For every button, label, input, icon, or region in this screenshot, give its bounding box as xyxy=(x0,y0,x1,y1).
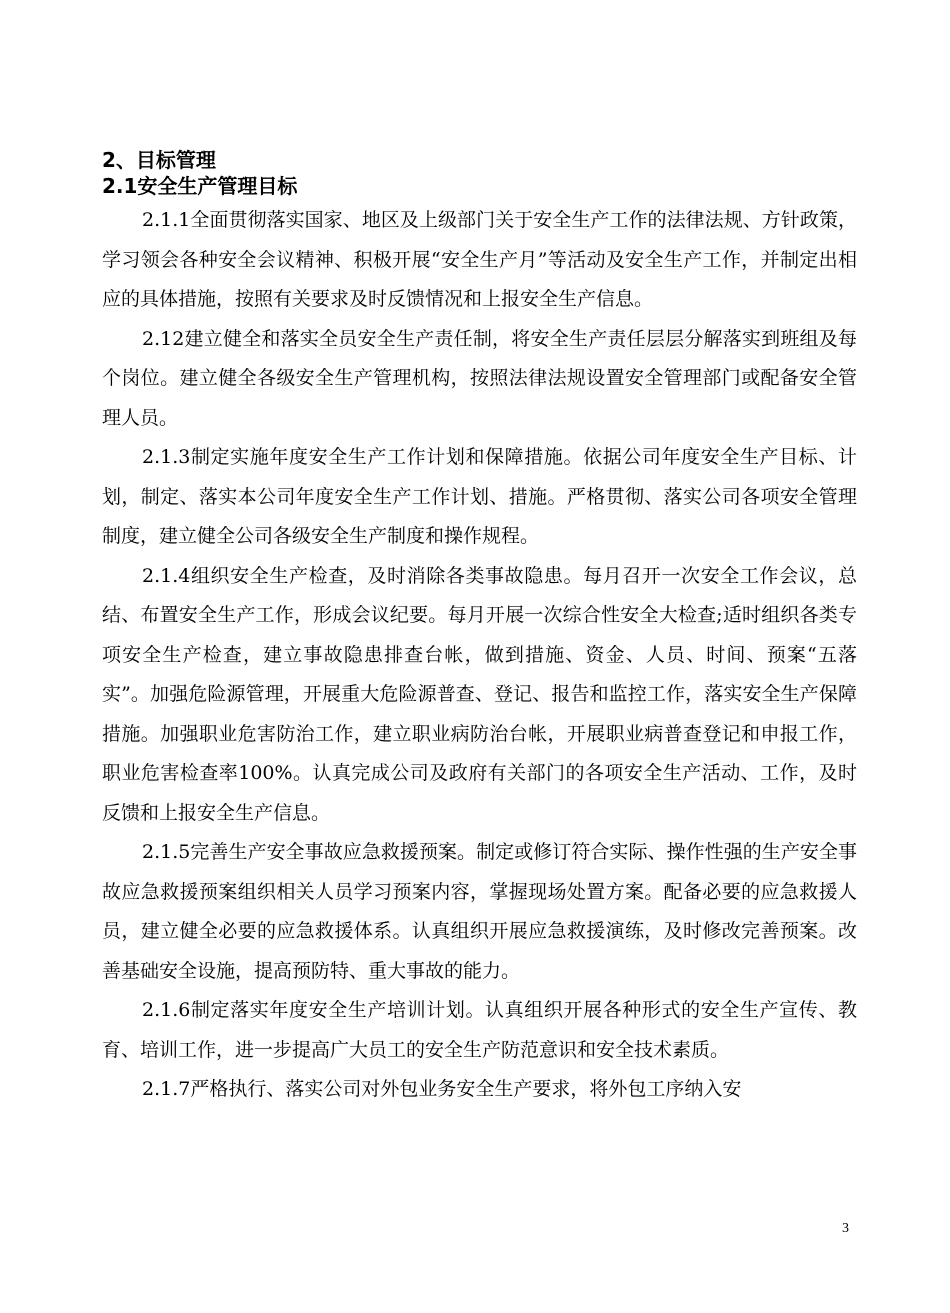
page-number: 3 xyxy=(842,1221,849,1236)
section-heading: 2、目标管理 xyxy=(102,148,216,172)
paragraph-2-1-5: 2.1.5完善生产安全事故应急救援预案。制定或修订符合实际、操作性强的生产安全事故应急救援预案组织相关人员学习预案内容，掌握现场处置方案。配备必要的应急救援人员，建立健全必要的应急救援体系。认真组织开展应急救援演练，及时修改完善预案。改善基础安全设施，提高预防特、重大事故的能力。 xyxy=(102,841,857,982)
subsection-heading: 2.1安全生产管理目标 xyxy=(102,174,298,198)
paragraph-2-1-7: 2.1.7严格执行、落实公司对外包业务安全生产要求，将外包工序纳入安 xyxy=(142,1078,742,1100)
paragraph-2-1-2: 2.12建立健全和落实全员安全生产责任制，将安全生产责任层层分解落实到班组及每个岗位。建立健全各级安全生产管理机构，按照法律法规设置安全管理部门或配备安全管理人员。 xyxy=(102,327,857,429)
page-content xyxy=(102,147,857,1110)
paragraph-2-1-1: 2.1.1全面贯彻落实国家、地区及上级部门关于安全生产工作的法律法规、方针政策，学习领会各种安全会议精神、积极开展“安全生产月”等活动及安全生产工作，并制定出相应的具体措施，按照有关要求及时反馈情况和上报安全生产信息。 xyxy=(102,209,857,310)
paragraph-2-1-4: 2.1.4组织安全生产检查，及时消除各类事故隐患。每月召开一次安全工作会议，总结、布置安全生产工作，形成会议纪要。每月开展一次综合性安全大检查;适时组织各类专项安全生产检查，建立事故隐患排查台帐，做到措施、资金、人员、时间、预案“五落实”。加强危险源管理，开展重大危险源普查、登记、报告和监控工作，落实安全生产保障措施。加强职业危害防治工作，建立职业病防治台帐，开展职业病普查登记和申报工作，职业危害检查率100%。认真完成公司及政府有关部门的各项安全生产活动、工作，及时反馈和上报安全生产信息。 xyxy=(102,564,857,824)
paragraph-2-1-6: 2.1.6制定落实年度安全生产培训计划。认真组织开展各种形式的安全生产宣传、教育、培训工作，进一步提高广大员工的安全生产防范意识和安全技术素质。 xyxy=(102,999,857,1061)
paragraph-2-1-3: 2.1.3制定实施年度安全生产工作计划和保障措施。依据公司年度安全生产目标、计划，制定、落实本公司年度安全生产工作计划、措施。严格贯彻、落实公司各项安全管理制度，建立健全公司各级安全生产制度和操作规程。 xyxy=(102,446,857,547)
